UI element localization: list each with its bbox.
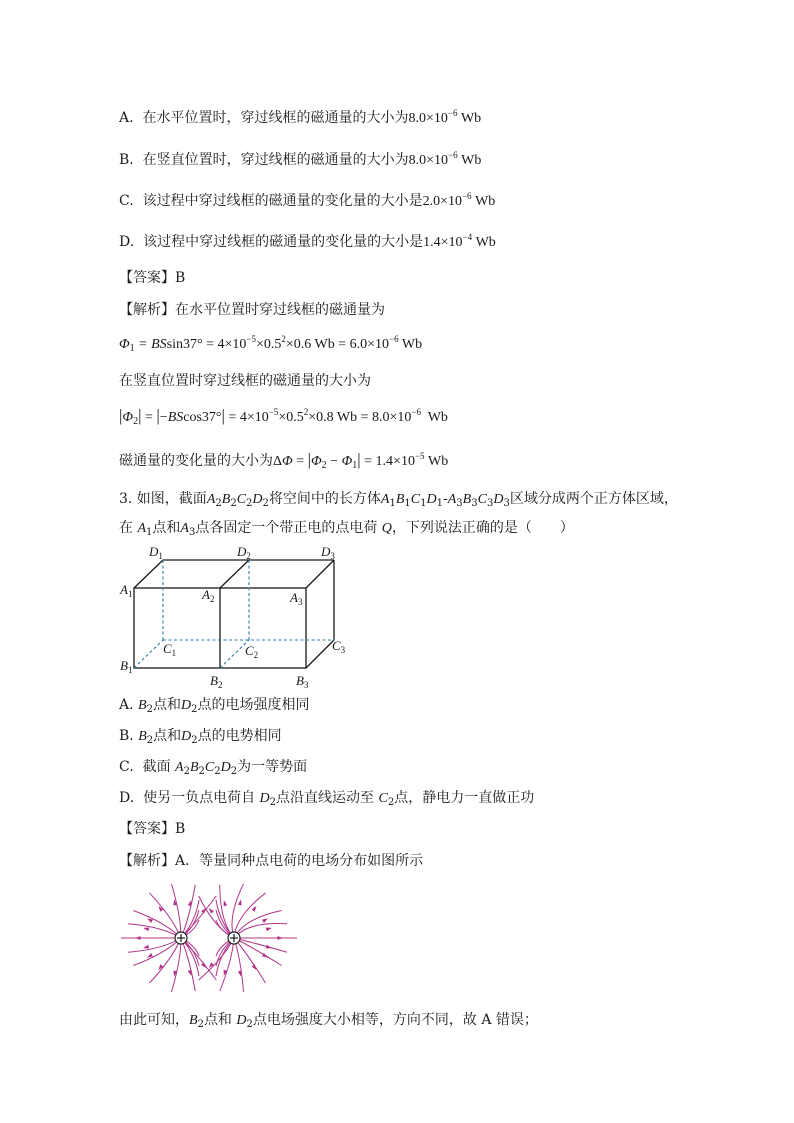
field-arrow: [135, 936, 141, 940]
q3-option-a: A. $B_2$点和$D_2$点的电场强度相同: [119, 697, 310, 715]
label-c2: $C_2$: [245, 643, 259, 660]
label-d1: $D_1$: [149, 544, 163, 561]
analysis-q2-line1: 【解析】在水平位置时穿过线框的磁通量为: [119, 302, 385, 318]
field-line: [234, 938, 287, 952]
label-c1: $C_1$: [163, 641, 177, 658]
label-a1: $A_1$: [120, 582, 133, 599]
answer-q3: 【答案】B: [119, 821, 186, 837]
field-arrow: [277, 936, 283, 940]
label-c3: $C_3$: [332, 638, 346, 655]
field-arrow: [238, 899, 242, 905]
field-arrow: [147, 953, 153, 958]
field-arrow: [223, 900, 227, 906]
q3-option-b: B. $B_2$点和$D_2$点的电势相同: [119, 728, 282, 746]
q3-option-d: D. 使另一负点电荷自 $D_2$点沿直线运动至 $C_2$点，静电力一直做正功: [119, 790, 535, 808]
label-a3: $A_3$: [290, 590, 303, 607]
field-line: [232, 884, 244, 938]
field-arrow: [238, 971, 242, 977]
field-arrow: [266, 945, 272, 949]
analysis-q3-line1: 【解析】A．等量同种点电荷的电场分布如图所示: [119, 853, 424, 869]
label-b3: $B_3$: [296, 673, 309, 690]
option-b: B. 在竖直位置时，穿过线框的磁通量的大小为$8.0\times 10^{-6}$ Wb: [119, 150, 482, 168]
field-arrow: [147, 918, 153, 923]
q3-stem-line1: 3. 如图，截面$A_2B_2C_2D_2$将空间中的长方体$A_1B_1C_1D_1-A_3B_3C_3D_3$区域分成两个正方体区域，: [119, 491, 678, 509]
field-line: [171, 938, 181, 992]
field-line: [220, 938, 234, 991]
analysis-q2-line2: 在竖直位置时穿过线框的磁通量的大小为: [119, 373, 371, 389]
field-arrow: [188, 970, 192, 976]
analysis-q2-line3: 磁通量的变化量的大小为$\Delta\Phi = |\Phi_2 - \Phi_1| = 1.4\times 10^{-5}$ Wb: [119, 450, 449, 471]
label-d2: $D_2$: [237, 544, 251, 561]
field-line: [234, 938, 244, 992]
field-arrow: [209, 962, 214, 968]
answer-q2: 【答案】B: [119, 270, 186, 286]
field-arrow: [188, 900, 192, 906]
equation-1: $\Phi_1 = BSsin37^\circ = 4\times 10^{-5}\times 0.5^2\times 0.6$ $Wb = 6.0\times 10^{-6}$ Wb: [119, 334, 423, 354]
label-d3: $D_3$: [321, 544, 335, 561]
field-line: [234, 923, 287, 938]
label-a2: $A_2$: [202, 587, 215, 604]
equation-2: $|\Phi_2| = |-BScos37^\circ| = 4\times 10^{-5}\times 0.5^2\times 0.8$ $Wb = 8.0\times 10^{-6}$ Wb: [119, 406, 448, 427]
field-arrow: [209, 908, 214, 914]
field-arrow: [143, 927, 149, 931]
label-b2: $B_2$: [210, 673, 223, 690]
field-arrow: [266, 927, 272, 931]
analysis-q3-line2: 由此可知，$B_2$点和 $D_2$点电场强度大小相等，方向不同，故 A 错误；: [119, 1012, 538, 1030]
field-arrow: [252, 906, 257, 912]
label-b1: $B_1$: [120, 658, 133, 675]
field-line: [234, 938, 282, 966]
cuboid-figure: [112, 540, 357, 690]
field-lines-figure: [118, 880, 300, 998]
field-arrow: [262, 918, 268, 923]
q3-stem-line2: 在 $A_1$点和$A_3$点各固定一个带正电的点电荷 Q，下列说法正确的是（ ）: [119, 520, 574, 538]
q3-option-c: C. 截面 $A_2B_2C_2D_2$为一等势面: [119, 759, 308, 777]
field-line: [234, 911, 282, 939]
option-a: A. 在水平位置时，穿过线框的磁通量的大小为$8.0\times 10^{-6}$ Wb: [119, 108, 482, 126]
option-c: C. 该过程中穿过线框的磁通量的变化量的大小是$2.0\times 10^{-6}$ Wb: [119, 191, 496, 209]
field-line: [171, 884, 181, 938]
field-arrow: [143, 945, 149, 949]
option-d: D. 该过程中穿过线框的磁通量的变化量的大小是$1.4\times 10^{-4}$ Wb: [119, 232, 496, 250]
